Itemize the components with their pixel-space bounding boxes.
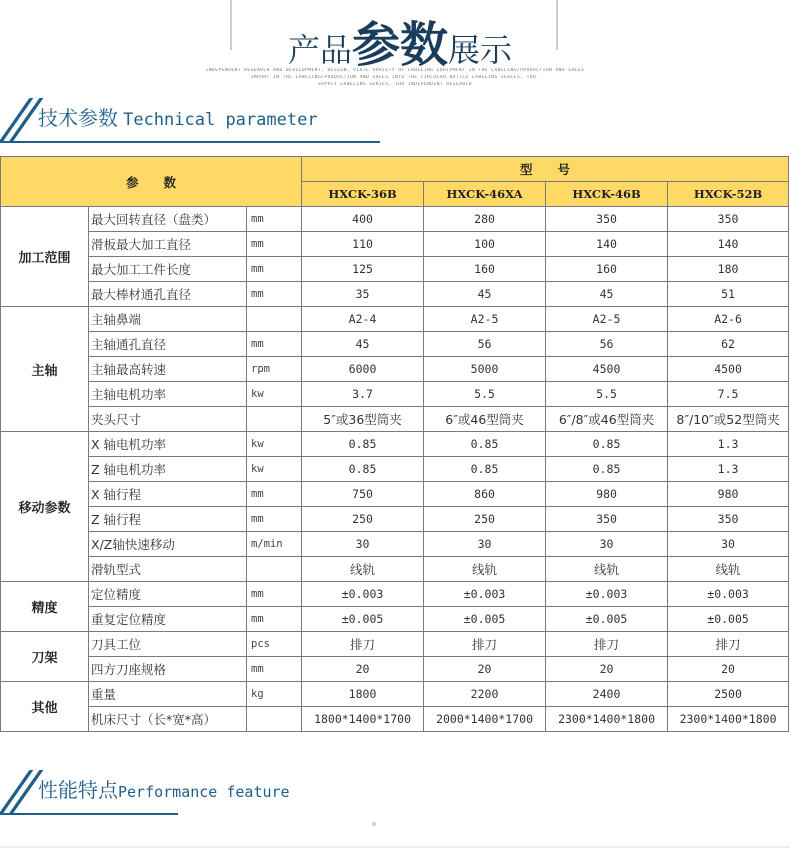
- table-row: [1, 507, 789, 532]
- banner-subtitle-1: INDEPENDENT RESEARCH AND DEVELOPMENT, DESIGN, PLATE VARIETY OF LABELING EQUIPMENT IN THE LABELING/PRODUCTION AND SALES: [205, 68, 585, 73]
- param-unit: kw: [247, 457, 302, 482]
- param-value: ±0.003: [302, 582, 424, 607]
- param-value: 160: [546, 257, 668, 282]
- param-unit: rpm: [247, 357, 302, 382]
- param-value: 6″/8″或46型筒夹: [546, 407, 668, 432]
- param-value: 350: [546, 207, 668, 232]
- param-value: 排刀: [302, 632, 424, 657]
- param-value: 2300*1400*1800: [546, 707, 668, 732]
- param-value: 线轨: [668, 557, 789, 582]
- param-name: 主轴最高转速: [89, 357, 247, 382]
- section-underline: [0, 813, 178, 815]
- param-value: 30: [546, 532, 668, 557]
- param-value: 30: [668, 532, 789, 557]
- param-value: 2200: [424, 682, 546, 707]
- banner-subtitle-3: SUPPLY LABELING SERIES, TOO INDEPENDENT RESEARCH: [317, 82, 473, 87]
- param-value: A2-5: [424, 307, 546, 332]
- param-unit: kw: [247, 432, 302, 457]
- section-title-en: Performance feature: [118, 783, 290, 801]
- param-value: 8″/10″或52型筒夹: [668, 407, 789, 432]
- param-value: ±0.003: [546, 582, 668, 607]
- param-value: 56: [424, 332, 546, 357]
- param-value: 2400: [546, 682, 668, 707]
- param-value: A2-5: [546, 307, 668, 332]
- banner-bracket-left: [230, 0, 232, 50]
- param-value: ±0.005: [424, 607, 546, 632]
- table-row: [1, 307, 789, 332]
- param-value: ±0.003: [668, 582, 789, 607]
- table-row: [1, 607, 789, 632]
- param-value: 6000: [302, 357, 424, 382]
- section-performance-feature: [0, 770, 290, 820]
- param-name: 刀具工位: [89, 632, 247, 657]
- param-value: 350: [668, 507, 789, 532]
- param-unit: mm: [247, 607, 302, 632]
- param-unit: mm: [247, 582, 302, 607]
- param-name: 重量: [89, 682, 247, 707]
- table-row: [1, 257, 789, 282]
- param-unit: mm: [247, 232, 302, 257]
- param-unit: [247, 707, 302, 732]
- param-value: 5000: [424, 357, 546, 382]
- section-title-en: Technical parameter: [123, 110, 318, 130]
- model-header: 型 号: [302, 157, 789, 182]
- table-row: [1, 632, 789, 657]
- table-row: [1, 557, 789, 582]
- param-value: 4500: [546, 357, 668, 382]
- table-row: [1, 282, 789, 307]
- page-banner: [0, 0, 790, 90]
- banner-title: [250, 6, 550, 75]
- table-row: [1, 407, 789, 432]
- param-name: 滑轨型式: [89, 557, 247, 582]
- model-name: HXCK-36B: [302, 182, 424, 207]
- param-value: 250: [424, 507, 546, 532]
- param-name: 最大加工工件长度: [89, 257, 247, 282]
- param-value: 1800: [302, 682, 424, 707]
- group-label: 主轴: [1, 307, 89, 432]
- parameter-table-body: [1, 157, 789, 732]
- banner-title-part2: 参数: [351, 17, 448, 73]
- param-name: X/Z轴快速移动: [89, 532, 247, 557]
- param-value: 45: [546, 282, 668, 307]
- param-value: 350: [668, 207, 789, 232]
- param-value: 30: [302, 532, 424, 557]
- param-value: 100: [424, 232, 546, 257]
- param-name: 重复定位精度: [89, 607, 247, 632]
- section-title: [38, 774, 290, 803]
- table-row: [1, 232, 789, 257]
- table-header-row: [1, 157, 789, 182]
- section-title-cn: 技术参数: [38, 106, 118, 130]
- param-value: 860: [424, 482, 546, 507]
- param-value: 20: [546, 657, 668, 682]
- param-value: 140: [546, 232, 668, 257]
- table-row: [1, 382, 789, 407]
- param-unit: [247, 307, 302, 332]
- param-unit: mm: [247, 482, 302, 507]
- table-row: [1, 357, 789, 382]
- param-name: Z 轴电机功率: [89, 457, 247, 482]
- banner-subtitle-2: IMPORT IN THE LABELING/PRODUCTION AND SALES INTO THE CIRCULAR BOTTLE LABELING SERIES, TOO.: [250, 75, 540, 80]
- section-technical-parameter: [0, 98, 380, 148]
- group-label: 其他: [1, 682, 89, 732]
- param-unit: kg: [247, 682, 302, 707]
- group-label: 精度: [1, 582, 89, 632]
- param-value: 125: [302, 257, 424, 282]
- section-title-cn: 性能特点: [38, 778, 118, 802]
- param-name: 定位精度: [89, 582, 247, 607]
- table-row: [1, 482, 789, 507]
- param-value: 980: [546, 482, 668, 507]
- param-unit: mm: [247, 332, 302, 357]
- param-unit: pcs: [247, 632, 302, 657]
- param-value: A2-4: [302, 307, 424, 332]
- table-row: [1, 332, 789, 357]
- param-value: 5″或36型筒夹: [302, 407, 424, 432]
- param-value: 110: [302, 232, 424, 257]
- param-value: 250: [302, 507, 424, 532]
- param-value: 2300*1400*1800: [668, 707, 789, 732]
- param-name: Z 轴行程: [89, 507, 247, 532]
- param-value: 350: [546, 507, 668, 532]
- param-value: 1.3: [668, 457, 789, 482]
- param-value: 6″或46型筒夹: [424, 407, 546, 432]
- param-value: 5.5: [424, 382, 546, 407]
- param-value: 51: [668, 282, 789, 307]
- param-value: 2000*1400*1700: [424, 707, 546, 732]
- table-row: [1, 457, 789, 482]
- param-value: 5.5: [546, 382, 668, 407]
- param-value: ±0.005: [546, 607, 668, 632]
- param-value: 140: [668, 232, 789, 257]
- param-value: 1800*1400*1700: [302, 707, 424, 732]
- parameter-table: [0, 156, 789, 732]
- table-row: [1, 207, 789, 232]
- param-value: 3.7: [302, 382, 424, 407]
- param-name: 机床尺寸（长*宽*高）: [89, 707, 247, 732]
- param-value: 980: [668, 482, 789, 507]
- param-value: 20: [668, 657, 789, 682]
- param-value: 0.85: [424, 432, 546, 457]
- param-value: 62: [668, 332, 789, 357]
- param-value: 排刀: [424, 632, 546, 657]
- param-value: 4500: [668, 357, 789, 382]
- param-unit: mm: [247, 207, 302, 232]
- param-value: 排刀: [546, 632, 668, 657]
- param-name: 最大棒材通孔直径: [89, 282, 247, 307]
- param-value: ±0.003: [424, 582, 546, 607]
- group-label: 刀架: [1, 632, 89, 682]
- model-name: HXCK-46B: [546, 182, 668, 207]
- table-row: [1, 582, 789, 607]
- param-value: 0.85: [302, 457, 424, 482]
- param-value: 排刀: [668, 632, 789, 657]
- param-unit: [247, 407, 302, 432]
- param-name: 夹头尺寸: [89, 407, 247, 432]
- table-row: [1, 432, 789, 457]
- param-value: 30: [424, 532, 546, 557]
- table-row: [1, 532, 789, 557]
- banner-bracket-right: [556, 0, 558, 50]
- param-value: ±0.005: [668, 607, 789, 632]
- param-value: 750: [302, 482, 424, 507]
- param-value: 线轨: [424, 557, 546, 582]
- section-title: [38, 102, 318, 131]
- param-value: 1.3: [668, 432, 789, 457]
- table-row: [1, 707, 789, 732]
- param-value: 20: [424, 657, 546, 682]
- param-name: 滑板最大加工直径: [89, 232, 247, 257]
- param-value: 0.85: [424, 457, 546, 482]
- param-value: 7.5: [668, 382, 789, 407]
- decorative-dot: [372, 822, 376, 826]
- param-name: X 轴行程: [89, 482, 247, 507]
- param-value: 56: [546, 332, 668, 357]
- param-unit: mm: [247, 507, 302, 532]
- param-value: 2500: [668, 682, 789, 707]
- param-value: 0.85: [302, 432, 424, 457]
- param-unit: [247, 557, 302, 582]
- banner-title-part3: 展示: [448, 31, 513, 69]
- param-value: 线轨: [302, 557, 424, 582]
- param-unit: mm: [247, 282, 302, 307]
- param-value: 280: [424, 207, 546, 232]
- param-value: 180: [668, 257, 789, 282]
- param-name: 四方刀座规格: [89, 657, 247, 682]
- param-value: 45: [424, 282, 546, 307]
- group-label: 加工范围: [1, 207, 89, 307]
- param-value: 0.85: [546, 457, 668, 482]
- group-label: 移动参数: [1, 432, 89, 582]
- param-value: 45: [302, 332, 424, 357]
- param-value: 35: [302, 282, 424, 307]
- param-name: 主轴电机功率: [89, 382, 247, 407]
- param-value: 400: [302, 207, 424, 232]
- param-header: 参 数: [1, 157, 302, 207]
- param-name: 主轴通孔直径: [89, 332, 247, 357]
- table-row: [1, 682, 789, 707]
- param-name: X 轴电机功率: [89, 432, 247, 457]
- param-value: A2-6: [668, 307, 789, 332]
- section-underline: [0, 141, 380, 143]
- param-value: ±0.005: [302, 607, 424, 632]
- param-unit: mm: [247, 257, 302, 282]
- param-unit: m/min: [247, 532, 302, 557]
- param-name: 最大回转直径（盘类）: [89, 207, 247, 232]
- param-name: 主轴鼻端: [89, 307, 247, 332]
- param-unit: kw: [247, 382, 302, 407]
- banner-title-part1: 产品: [287, 31, 352, 69]
- bottom-divider: [0, 846, 790, 848]
- model-name: HXCK-46XA: [424, 182, 546, 207]
- param-value: 线轨: [546, 557, 668, 582]
- param-value: 20: [302, 657, 424, 682]
- param-value: 160: [424, 257, 546, 282]
- table-row: [1, 657, 789, 682]
- model-name: HXCK-52B: [668, 182, 789, 207]
- param-value: 0.85: [546, 432, 668, 457]
- param-unit: mm: [247, 657, 302, 682]
